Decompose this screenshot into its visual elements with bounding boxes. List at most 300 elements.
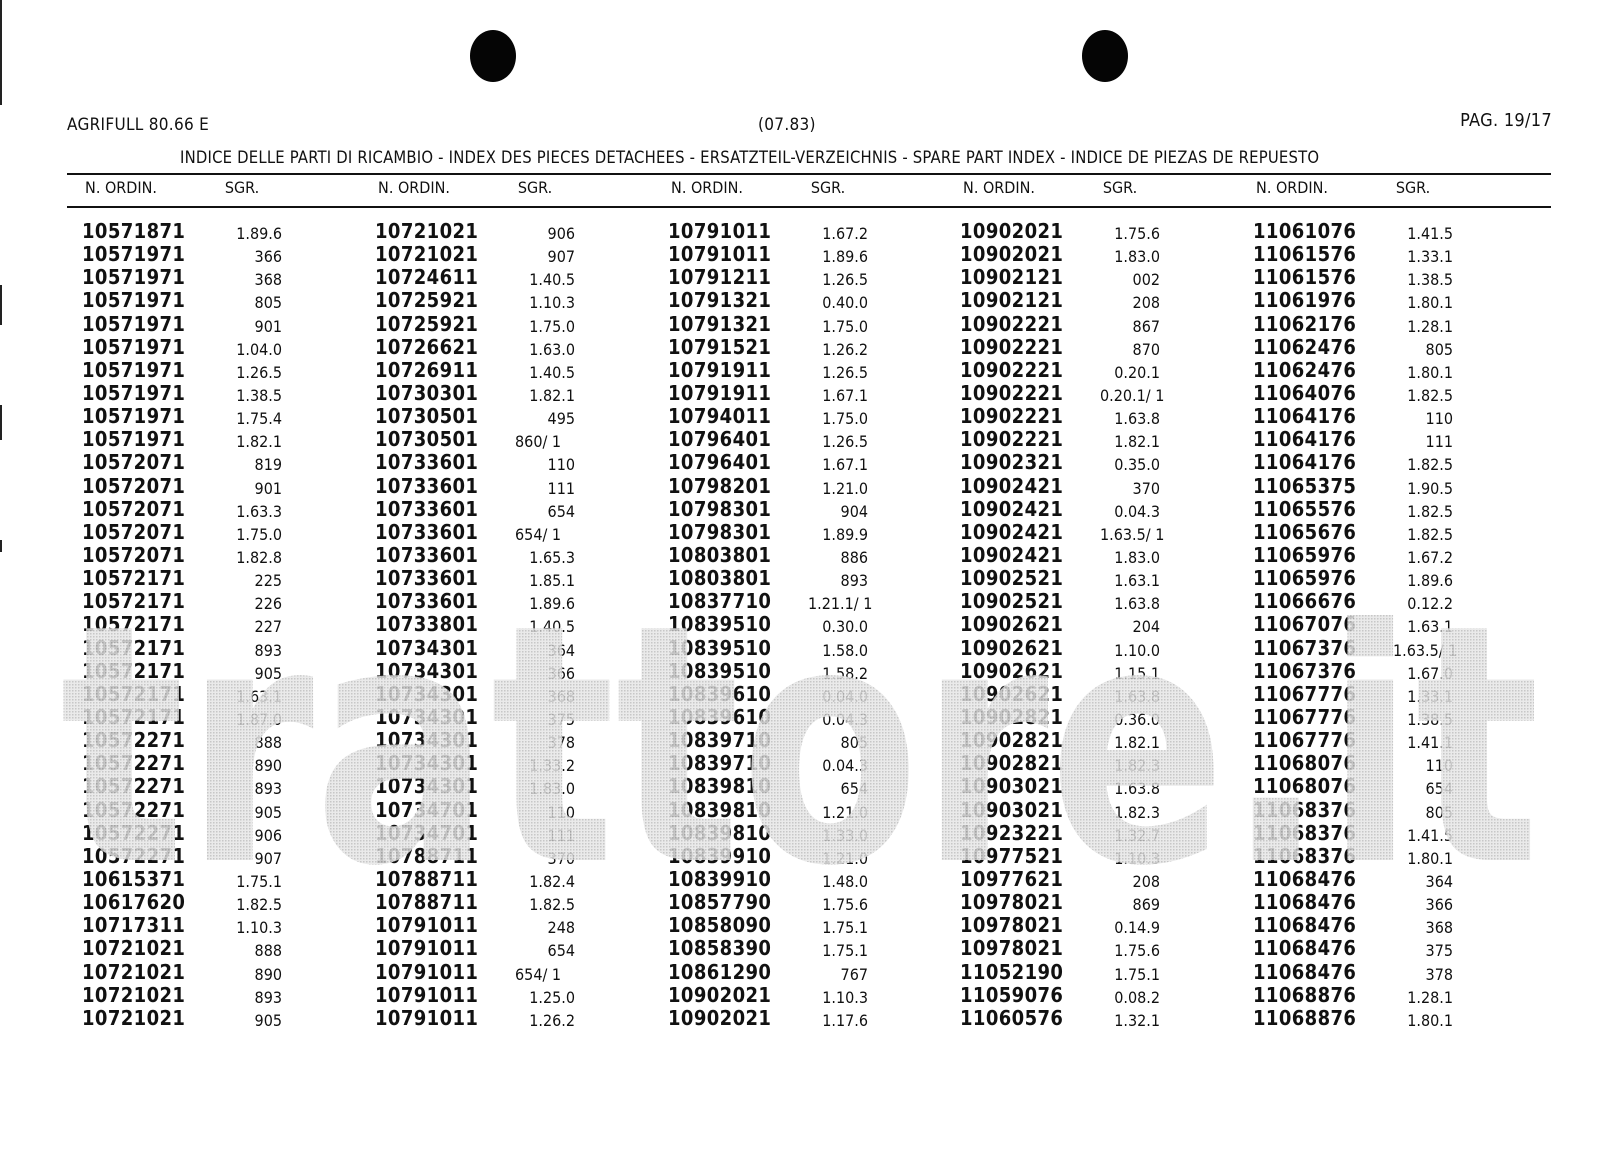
subgroup-code: 368 bbox=[547, 686, 575, 706]
part-number: 10726911 bbox=[375, 357, 479, 382]
subgroup-code: 366 bbox=[547, 663, 575, 683]
table-row bbox=[62, 313, 322, 336]
table-row bbox=[940, 567, 1200, 590]
part-number: 10902121 bbox=[960, 265, 1064, 290]
part-number: 10733801 bbox=[375, 612, 479, 637]
part-number: 10803801 bbox=[668, 566, 772, 591]
part-number: 10571971 bbox=[82, 404, 186, 429]
subgroup-code: 0.04.3 bbox=[1114, 501, 1160, 521]
subgroup-code: 904 bbox=[840, 501, 868, 521]
subgroup-code: 1.75.6 bbox=[822, 895, 868, 915]
subgroup-code: 907 bbox=[547, 247, 575, 267]
part-number: 10902321 bbox=[960, 450, 1064, 475]
part-number: 10839810 bbox=[668, 774, 772, 799]
part-number: 10923221 bbox=[960, 820, 1064, 845]
subgroup-code: 1.82.4 bbox=[529, 871, 575, 891]
part-number: 10788711 bbox=[375, 843, 479, 868]
subgroup-code: 1.38.5 bbox=[1407, 270, 1453, 290]
subgroup-code: 1.67.0 bbox=[1407, 663, 1453, 683]
table-row bbox=[1233, 243, 1493, 266]
subgroup-code: 654 bbox=[547, 501, 575, 521]
part-number: 11061976 bbox=[1253, 288, 1357, 313]
table-row bbox=[355, 405, 615, 428]
table-row bbox=[62, 382, 322, 405]
part-number: 11068376 bbox=[1253, 797, 1357, 822]
table-row bbox=[1233, 475, 1493, 498]
table-row bbox=[62, 891, 322, 914]
part-number: 10794011 bbox=[668, 404, 772, 429]
part-number: 11065676 bbox=[1253, 519, 1357, 544]
part-number: 10978021 bbox=[960, 913, 1064, 938]
subgroup-code: 370 bbox=[547, 848, 575, 868]
subgroup-code: 1.75.0 bbox=[822, 409, 868, 429]
table-row bbox=[940, 683, 1200, 706]
table-row bbox=[940, 405, 1200, 428]
subgroup-code: 495 bbox=[547, 409, 575, 429]
table-row bbox=[940, 266, 1200, 289]
part-number: 10572271 bbox=[82, 774, 186, 799]
page-number: PAG. 19/17 bbox=[1460, 110, 1552, 131]
column-header-number: N. ORDIN. bbox=[671, 178, 743, 197]
table-row bbox=[1233, 729, 1493, 752]
part-number: 10798301 bbox=[668, 519, 772, 544]
table-row bbox=[940, 937, 1200, 960]
part-number: 11068076 bbox=[1253, 774, 1357, 799]
model-title: AGRIFULL 80.66 E bbox=[67, 115, 210, 135]
subgroup-code: 1.75.1 bbox=[1114, 964, 1160, 984]
subgroup-code: 0.30.0 bbox=[822, 617, 868, 637]
subgroup-code: 1.82.1 bbox=[236, 432, 282, 452]
table-row bbox=[355, 961, 615, 984]
table-row bbox=[1233, 521, 1493, 544]
table-row bbox=[62, 475, 322, 498]
part-number: 10733601 bbox=[375, 519, 479, 544]
subgroup-code: 1.65.3 bbox=[529, 547, 575, 567]
table-row bbox=[648, 498, 908, 521]
subgroup-code: 248 bbox=[547, 918, 575, 938]
subgroup-code: 1.82.3 bbox=[1114, 802, 1160, 822]
part-number: 10721021 bbox=[82, 959, 186, 984]
subgroup-code: 1.21.0 bbox=[822, 802, 868, 822]
subgroup-code: 1.48.0 bbox=[822, 871, 868, 891]
subgroup-code: 1.33.0 bbox=[822, 825, 868, 845]
subgroup-code: 870 bbox=[1132, 339, 1160, 359]
table-row bbox=[648, 961, 908, 984]
subgroup-code: 1.67.1 bbox=[822, 455, 868, 475]
table-row bbox=[355, 336, 615, 359]
part-number: 10572171 bbox=[82, 612, 186, 637]
subgroup-code: 0.20.1/ 1 bbox=[1100, 385, 1165, 405]
subgroup-code: 1.82.5 bbox=[1407, 385, 1453, 405]
part-number: 10572071 bbox=[82, 473, 186, 498]
subgroup-code: 1.75.4 bbox=[236, 409, 282, 429]
table-row bbox=[1233, 868, 1493, 891]
part-number: 10725921 bbox=[375, 288, 479, 313]
table-row bbox=[355, 868, 615, 891]
part-number: 10902821 bbox=[960, 704, 1064, 729]
table-row bbox=[940, 961, 1200, 984]
column-header-sgr: SGR. bbox=[1395, 178, 1431, 197]
part-number: 11064176 bbox=[1253, 427, 1357, 452]
subgroup-code: 1.89.6 bbox=[529, 594, 575, 614]
subgroup-code: 893 bbox=[254, 640, 282, 660]
subgroup-code: 1.10.3 bbox=[1114, 848, 1160, 868]
table-row bbox=[940, 498, 1200, 521]
part-number: 11065375 bbox=[1253, 473, 1357, 498]
part-number: 11060576 bbox=[960, 1005, 1064, 1030]
part-number: 10791911 bbox=[668, 357, 772, 382]
subgroup-code: 819 bbox=[254, 455, 282, 475]
part-number: 10791011 bbox=[375, 936, 479, 961]
subgroup-code: 1.75.0 bbox=[822, 316, 868, 336]
subgroup-code: 1.63.8 bbox=[1114, 594, 1160, 614]
part-number: 11068376 bbox=[1253, 843, 1357, 868]
part-number: 11061576 bbox=[1253, 265, 1357, 290]
table-row bbox=[355, 428, 615, 451]
subgroup-code: 890 bbox=[254, 964, 282, 984]
table-row bbox=[355, 498, 615, 521]
part-number: 10837710 bbox=[668, 589, 772, 614]
table-row bbox=[355, 775, 615, 798]
part-number: 10733601 bbox=[375, 496, 479, 521]
part-number: 10791211 bbox=[668, 265, 772, 290]
subgroup-code: 1.80.1 bbox=[1407, 848, 1453, 868]
table-row bbox=[648, 475, 908, 498]
part-number: 11068376 bbox=[1253, 820, 1357, 845]
table-row bbox=[62, 405, 322, 428]
subgroup-code: 1.26.5 bbox=[822, 270, 868, 290]
subgroup-code: 1.40.5 bbox=[529, 362, 575, 382]
part-number: 11064176 bbox=[1253, 450, 1357, 475]
subgroup-code: 1.82.5 bbox=[529, 895, 575, 915]
subgroup-code: 110 bbox=[1425, 756, 1453, 776]
table-row bbox=[940, 775, 1200, 798]
subgroup-code: 1.28.1 bbox=[1407, 987, 1453, 1007]
part-number: 11064076 bbox=[1253, 380, 1357, 405]
subgroup-code: 1.63.3 bbox=[236, 501, 282, 521]
header-rule-bottom bbox=[67, 206, 1551, 208]
subgroup-code: 0.14.9 bbox=[1114, 918, 1160, 938]
subgroup-code: 893 bbox=[840, 571, 868, 591]
table-row bbox=[355, 660, 615, 683]
subgroup-code: 111 bbox=[547, 825, 575, 845]
part-number: 11052190 bbox=[960, 959, 1064, 984]
table-row bbox=[355, 984, 615, 1007]
part-number: 10791521 bbox=[668, 334, 772, 359]
part-number: 10839510 bbox=[668, 612, 772, 637]
subgroup-code: 1.67.1 bbox=[822, 385, 868, 405]
subgroup-code: 654 bbox=[547, 941, 575, 961]
table-row bbox=[940, 822, 1200, 845]
table-row bbox=[1233, 544, 1493, 567]
table-row bbox=[62, 961, 322, 984]
subgroup-code: 1.82.5 bbox=[236, 895, 282, 915]
table-row bbox=[940, 637, 1200, 660]
table-row bbox=[648, 243, 908, 266]
part-number: 10796401 bbox=[668, 450, 772, 475]
table-row bbox=[62, 451, 322, 474]
part-number: 10733601 bbox=[375, 566, 479, 591]
part-number: 10857790 bbox=[668, 890, 772, 915]
part-number: 10734301 bbox=[375, 658, 479, 683]
part-number: 11068476 bbox=[1253, 913, 1357, 938]
edition-date: (07.83) bbox=[758, 115, 816, 135]
part-number: 10902621 bbox=[960, 635, 1064, 660]
subgroup-code: 1.82.8 bbox=[236, 547, 282, 567]
subgroup-code: 1.63.1 bbox=[236, 686, 282, 706]
part-number: 10978021 bbox=[960, 890, 1064, 915]
part-number: 10721021 bbox=[375, 219, 479, 243]
table-row bbox=[355, 683, 615, 706]
part-number: 10788711 bbox=[375, 890, 479, 915]
part-number: 10615371 bbox=[82, 866, 186, 891]
table-row bbox=[940, 729, 1200, 752]
table-row bbox=[648, 845, 908, 868]
table-row bbox=[648, 521, 908, 544]
table-row bbox=[648, 266, 908, 289]
subgroup-code: 1.38.5 bbox=[1407, 709, 1453, 729]
table-row bbox=[940, 521, 1200, 544]
table-row bbox=[648, 590, 908, 613]
part-number: 10572271 bbox=[82, 728, 186, 753]
part-number: 11068476 bbox=[1253, 959, 1357, 984]
table-row bbox=[648, 451, 908, 474]
part-number: 10730501 bbox=[375, 404, 479, 429]
part-number: 10858390 bbox=[668, 936, 772, 961]
part-number: 10791011 bbox=[375, 982, 479, 1007]
subgroup-code: 893 bbox=[254, 779, 282, 799]
subgroup-code: 886 bbox=[840, 547, 868, 567]
part-number: 10734301 bbox=[375, 728, 479, 753]
subgroup-code: 1.83.0 bbox=[1114, 247, 1160, 267]
table-row bbox=[648, 544, 908, 567]
table-row bbox=[940, 660, 1200, 683]
table-row bbox=[1233, 313, 1493, 336]
table-row bbox=[62, 289, 322, 312]
table-row bbox=[648, 799, 908, 822]
subgroup-code: 1.15.1 bbox=[1114, 663, 1160, 683]
table-row bbox=[940, 752, 1200, 775]
part-number: 11067776 bbox=[1253, 681, 1357, 706]
table-row bbox=[648, 313, 908, 336]
table-row bbox=[62, 729, 322, 752]
table-row bbox=[940, 1007, 1200, 1030]
subgroup-code: 1.80.1 bbox=[1407, 293, 1453, 313]
subgroup-code: 867 bbox=[1132, 316, 1160, 336]
subgroup-code: 1.63.8 bbox=[1114, 409, 1160, 429]
subgroup-code: 888 bbox=[254, 941, 282, 961]
table-row bbox=[940, 891, 1200, 914]
table-row bbox=[648, 1007, 908, 1030]
part-number: 10791321 bbox=[668, 288, 772, 313]
subgroup-code: 0.04.3 bbox=[822, 756, 868, 776]
part-number: 11068876 bbox=[1253, 982, 1357, 1007]
table-row bbox=[355, 752, 615, 775]
subgroup-code: 1.21.0 bbox=[822, 848, 868, 868]
scan-edge-mark bbox=[0, 285, 2, 325]
part-number: 11067376 bbox=[1253, 658, 1357, 683]
table-row bbox=[62, 706, 322, 729]
part-number: 10861290 bbox=[668, 959, 772, 984]
part-number: 11065576 bbox=[1253, 496, 1357, 521]
part-number: 11066676 bbox=[1253, 589, 1357, 614]
table-row bbox=[1233, 498, 1493, 521]
table-row bbox=[1233, 336, 1493, 359]
part-number: 10839810 bbox=[668, 820, 772, 845]
part-number: 10839510 bbox=[668, 635, 772, 660]
table-row bbox=[355, 799, 615, 822]
subgroup-code: 1.90.5 bbox=[1407, 478, 1453, 498]
table-row bbox=[648, 937, 908, 960]
subgroup-code: 1.10.3 bbox=[822, 987, 868, 1007]
subgroup-code: 905 bbox=[254, 1010, 282, 1030]
subgroup-code: 1.40.5 bbox=[529, 617, 575, 637]
subgroup-code: 1.83.0 bbox=[529, 779, 575, 799]
table-row bbox=[62, 775, 322, 798]
table-row bbox=[1233, 914, 1493, 937]
table-row bbox=[355, 289, 615, 312]
subgroup-code: 1.75.1 bbox=[822, 941, 868, 961]
part-number: 10572171 bbox=[82, 589, 186, 614]
subgroup-code: 869 bbox=[1132, 895, 1160, 915]
subgroup-code: 1.82.5 bbox=[1407, 455, 1453, 475]
table-row bbox=[1233, 1007, 1493, 1030]
part-number: 10798201 bbox=[668, 473, 772, 498]
subgroup-code: 1.80.1 bbox=[1407, 362, 1453, 382]
subgroup-code: 1.87.0 bbox=[236, 709, 282, 729]
subgroup-code: 1.10.0 bbox=[1114, 640, 1160, 660]
part-number: 10902021 bbox=[668, 1005, 772, 1030]
table-row bbox=[940, 359, 1200, 382]
table-row bbox=[648, 914, 908, 937]
part-number: 10571971 bbox=[82, 380, 186, 405]
part-number: 10903021 bbox=[960, 774, 1064, 799]
part-number: 10733601 bbox=[375, 589, 479, 614]
table-row bbox=[1233, 706, 1493, 729]
part-number: 10572071 bbox=[82, 496, 186, 521]
subgroup-code: 1.21.1/ 1 bbox=[808, 594, 873, 614]
table-row bbox=[648, 382, 908, 405]
part-number: 10791011 bbox=[668, 219, 772, 243]
table-row bbox=[940, 868, 1200, 891]
table-row bbox=[940, 220, 1200, 243]
table-row bbox=[355, 845, 615, 868]
table-row bbox=[1233, 428, 1493, 451]
part-number: 10902221 bbox=[960, 380, 1064, 405]
table-row bbox=[648, 289, 908, 312]
table-row bbox=[355, 243, 615, 266]
column-header-number: N. ORDIN. bbox=[963, 178, 1035, 197]
part-number: 10726621 bbox=[375, 334, 479, 359]
part-number: 10725921 bbox=[375, 311, 479, 336]
table-row bbox=[355, 637, 615, 660]
table-row bbox=[940, 428, 1200, 451]
subgroup-code: 1.26.5 bbox=[236, 362, 282, 382]
part-number: 10839510 bbox=[668, 658, 772, 683]
subgroup-code: 1.75.0 bbox=[236, 524, 282, 544]
part-number: 11062476 bbox=[1253, 357, 1357, 382]
subgroup-code: 1.63.5/ 1 bbox=[1393, 640, 1458, 660]
subgroup-code: 654/ 1 bbox=[515, 524, 562, 544]
part-number: 10721021 bbox=[375, 242, 479, 267]
part-number: 10791011 bbox=[375, 1005, 479, 1030]
table-row bbox=[355, 266, 615, 289]
subgroup-code: 1.63.0 bbox=[529, 339, 575, 359]
table-row bbox=[355, 613, 615, 636]
table-row bbox=[355, 590, 615, 613]
column-header-number: N. ORDIN. bbox=[378, 178, 450, 197]
table-row bbox=[648, 405, 908, 428]
subgroup-code: 0.12.2 bbox=[1407, 594, 1453, 614]
subgroup-code: 1.82.3 bbox=[1114, 756, 1160, 776]
table-row bbox=[648, 359, 908, 382]
table-row bbox=[62, 567, 322, 590]
part-number: 10791011 bbox=[375, 959, 479, 984]
table-row bbox=[62, 544, 322, 567]
subgroup-code: 1.17.6 bbox=[822, 1010, 868, 1030]
part-number: 10902021 bbox=[960, 219, 1064, 243]
subgroup-code: 375 bbox=[547, 709, 575, 729]
table-row bbox=[940, 845, 1200, 868]
table-row bbox=[62, 590, 322, 613]
table-row bbox=[1233, 382, 1493, 405]
subgroup-code: 1.58.0 bbox=[822, 640, 868, 660]
table-row bbox=[62, 243, 322, 266]
part-number: 10572271 bbox=[82, 751, 186, 776]
part-number: 11068476 bbox=[1253, 890, 1357, 915]
part-number: 10977621 bbox=[960, 866, 1064, 891]
subgroup-code: 805 bbox=[840, 733, 868, 753]
subgroup-code: 110 bbox=[547, 802, 575, 822]
part-number: 10902221 bbox=[960, 404, 1064, 429]
table-row bbox=[648, 775, 908, 798]
part-number: 10791011 bbox=[668, 242, 772, 267]
part-number: 10839610 bbox=[668, 704, 772, 729]
table-row bbox=[940, 590, 1200, 613]
table-row bbox=[940, 313, 1200, 336]
svg-text:trattore.it: trattore.it bbox=[60, 615, 1540, 875]
subgroup-code: 1.33.1 bbox=[1407, 686, 1453, 706]
part-number: 10902521 bbox=[960, 566, 1064, 591]
part-number: 10791011 bbox=[375, 913, 479, 938]
subgroup-code: 378 bbox=[1425, 964, 1453, 984]
table-row bbox=[1233, 752, 1493, 775]
part-number: 10902221 bbox=[960, 311, 1064, 336]
table-row bbox=[1233, 961, 1493, 984]
subgroup-code: 110 bbox=[1425, 409, 1453, 429]
table-row bbox=[940, 289, 1200, 312]
subgroup-code: 1.26.5 bbox=[822, 432, 868, 452]
subgroup-code: 1.89.6 bbox=[1407, 571, 1453, 591]
subgroup-code: 1.38.5 bbox=[236, 385, 282, 405]
subgroup-code: 654/ 1 bbox=[515, 964, 562, 984]
subgroup-code: 905 bbox=[254, 663, 282, 683]
part-number: 10571971 bbox=[82, 334, 186, 359]
part-number: 10571871 bbox=[82, 219, 186, 243]
part-number: 10734301 bbox=[375, 751, 479, 776]
part-number: 10902221 bbox=[960, 357, 1064, 382]
part-number: 10902621 bbox=[960, 658, 1064, 683]
part-number: 11065976 bbox=[1253, 566, 1357, 591]
part-number: 11062176 bbox=[1253, 311, 1357, 336]
subgroup-code: 906 bbox=[547, 224, 575, 243]
table-row bbox=[940, 243, 1200, 266]
part-number: 10839610 bbox=[668, 681, 772, 706]
subgroup-code: 654 bbox=[840, 779, 868, 799]
table-row bbox=[355, 382, 615, 405]
subgroup-code: 1.26.2 bbox=[822, 339, 868, 359]
table-row bbox=[1233, 984, 1493, 1007]
